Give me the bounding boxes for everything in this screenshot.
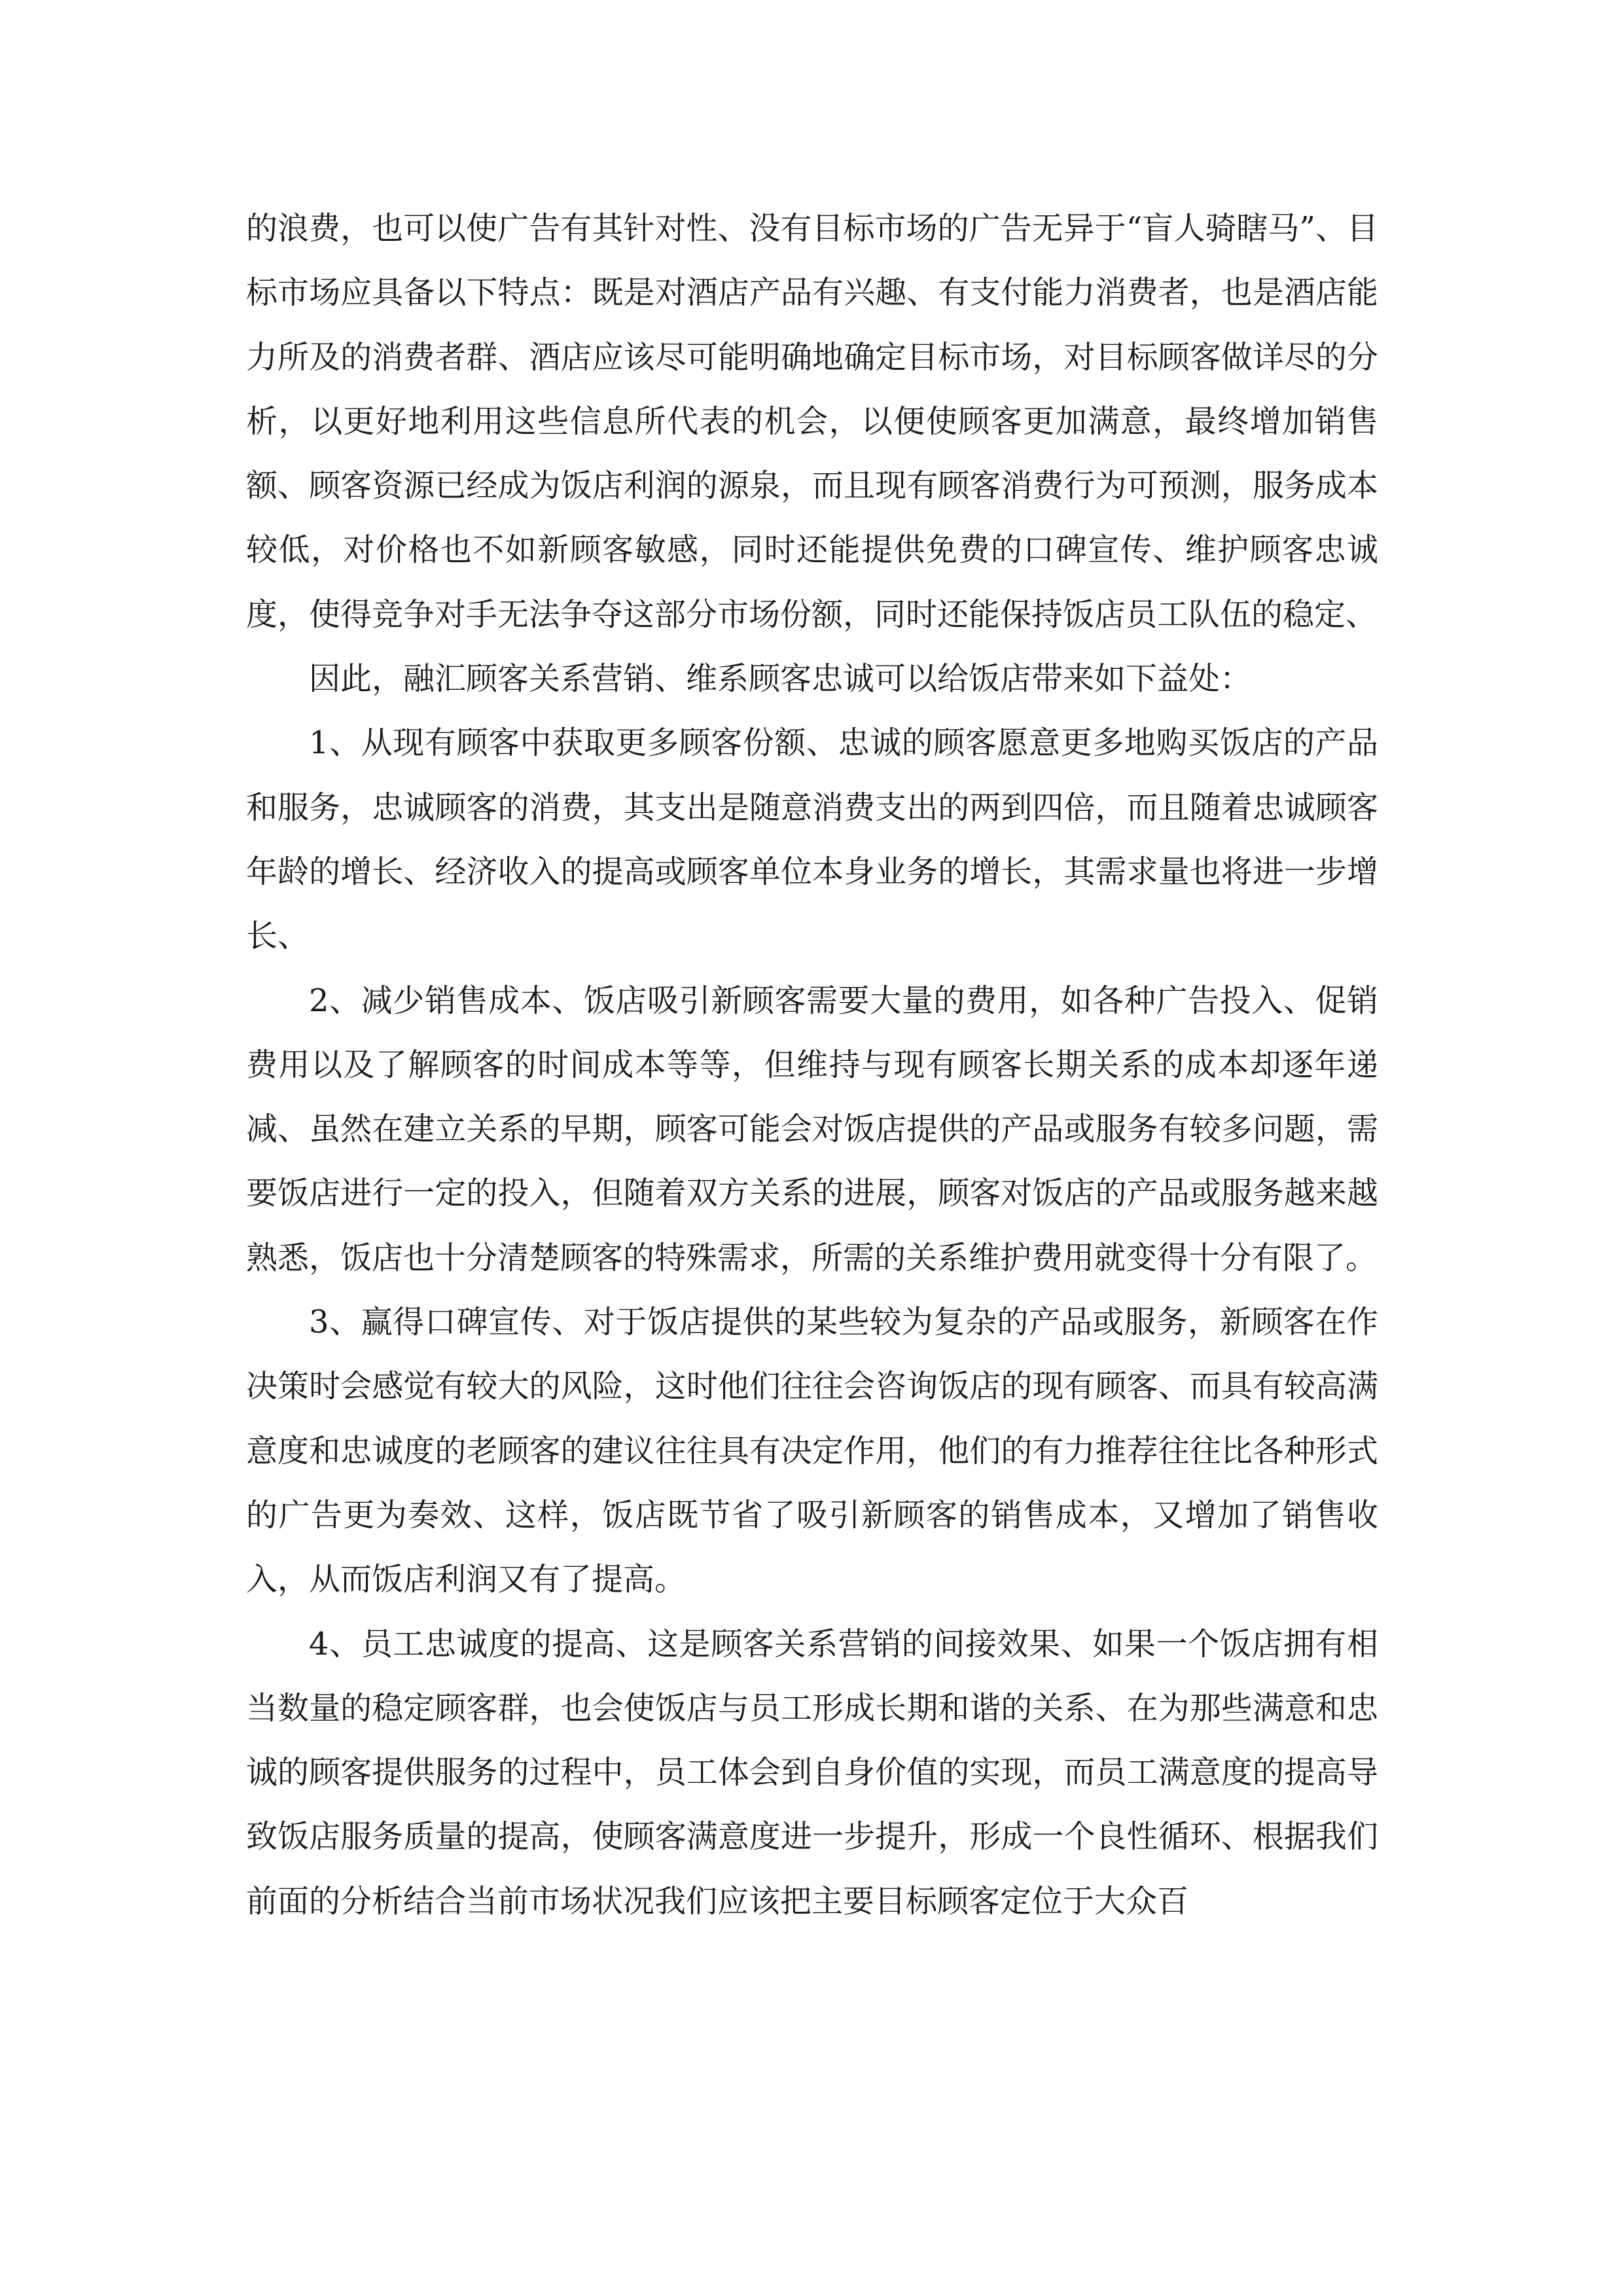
document-body [246,196,1378,1933]
paragraph-2: 因此，融汇顾客关系营销、维系顾客忠诚可以给饭店带来如下益处： [309,660,1252,698]
paragraph-6: 4、员工忠诚度的提高、这是顾客关系营销的间接效果、如果一个饭店拥有相当数量的稳定顾客群，也会使饭店与员工形成长期和谐的关系、在为那些满意和忠诚的顾客提供服务的过程中，员工体会到自身价值的实现，而员工满意度的提高导致饭店服务质量的提高，使顾客满意度进一步提升，形成一个良性循环、根据我们前面的分析结合当前市场状况我们应该把主要目标顾客定位于大众百 [246,1625,1378,1920]
paragraph-4: 2、减少销售成本、饭店吸引新顾客需要大量的费用，如各种广告投入、促销费用以及了解顾客的时间成本等等，但维持与现有顾客长期关系的成本却逐年递减、虽然在建立关系的早期，顾客可能会对饭店提供的产品或服务有较多问题，需要饭店进行一定的投入，但随着双方关系的进展，顾客对饭店的产品或服务越来越熟悉，饭店也十分清楚顾客的特殊需求，所需的关系维护费用就变得十分有限了。 [246,982,1378,1276]
paragraph-3: 1、从现有顾客中获取更多顾客份额、忠诚的顾客愿意更多地购买饭店的产品和服务，忠诚顾客的消费，其支出是随意消费支出的两到四倍，而且随着忠诚顾客年龄的增长、经济收入的提高或顾客单位本身业务的增长，其需求量也将进一步增长、 [246,725,1378,955]
paragraph-5: 3、赢得口碑宣传、对于饭店提供的某些较为复杂的产品或服务，新顾客在作决策时会感觉有较大的风险，这时他们往往会咨询饭店的现有顾客、而具有较高满意度和忠诚度的老顾客的建议往往具有决定作用，他们的有力推荐往往比各种形式的广告更为奏效、这样，饭店既节省了吸引新顾客的销售成本，又增加了销售收入，从而饭店利润又有了提高。 [246,1304,1378,1598]
paragraph-1: 的浪费，也可以使广告有其针对性、没有目标市场的广告无异于“盲人骑瞎马”、目标市场应具备以下特点：既是对酒店产品有兴趣、有支付能力消费者，也是酒店能力所及的消费者群、酒店应该尽可能明确地确定目标市场，对目标顾客做详尽的分析，以更好地利用这些信息所代表的机会，以便使顾客更加满意，最终增加销售额、顾客资源已经成为饭店利润的源泉，而且现有顾客消费行为可预测，服务成本较低，对价格也不如新顾客敏感，同时还能提供免费的口碑宣传、维护顾客忠诚度，使得竞争对手无法争夺这部分市场份额，同时还能保持饭店员工队伍的稳定、 [246,210,1378,633]
